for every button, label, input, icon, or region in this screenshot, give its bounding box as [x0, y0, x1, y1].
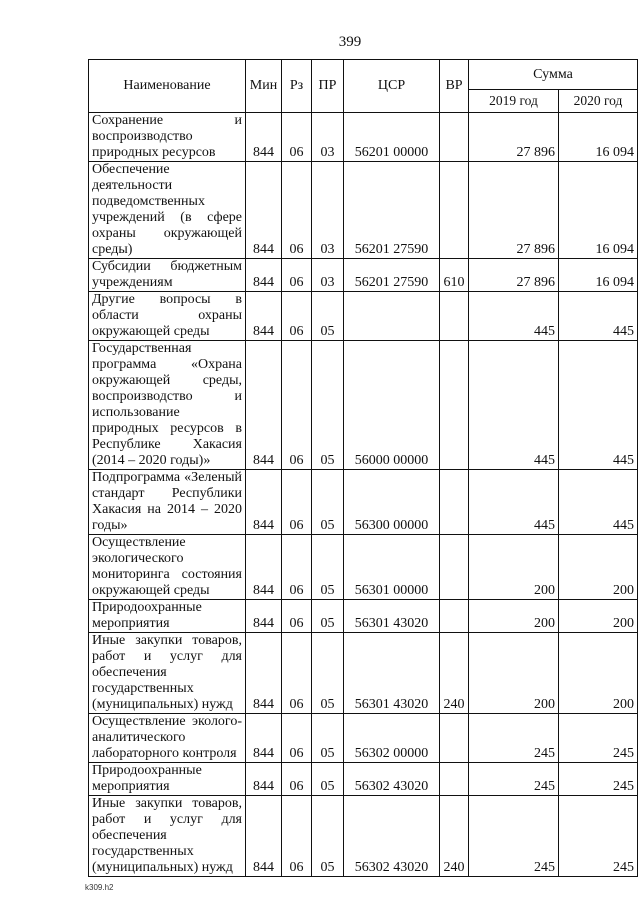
cell-2019: 200 [469, 600, 559, 633]
cell-rz: 06 [282, 796, 312, 877]
header-pr: ПР [312, 60, 344, 113]
table-row [89, 714, 638, 763]
cell-2019: 200 [469, 633, 559, 714]
cell-min: 844 [246, 162, 282, 259]
cell-2019: 27 896 [469, 162, 559, 259]
cell-2019: 27 896 [469, 259, 559, 292]
header-min: Мин [246, 60, 282, 113]
table-row [89, 763, 638, 796]
cell-pr: 03 [312, 259, 344, 292]
budget-table [88, 59, 638, 877]
header-sum: Сумма [469, 60, 638, 90]
cell-name: Подпрограмма «Зеленый стандарт Республики Хакасия на 2014 – 2020 годы» [89, 470, 246, 535]
cell-min: 844 [246, 763, 282, 796]
cell-rz: 06 [282, 470, 312, 535]
cell-pr: 05 [312, 763, 344, 796]
cell-name: Сохранение и воспроизводство природных ресурсов [89, 113, 246, 162]
cell-vr [440, 763, 469, 796]
header-2020: 2020 год [559, 90, 638, 113]
cell-csr: 56301 00000 [344, 535, 440, 600]
header-2019: 2019 год [469, 90, 559, 113]
cell-2020: 200 [559, 600, 638, 633]
cell-csr: 56302 43020 [344, 763, 440, 796]
cell-pr: 05 [312, 470, 344, 535]
cell-pr: 05 [312, 600, 344, 633]
header-vr: ВР [440, 60, 469, 113]
cell-2019: 245 [469, 714, 559, 763]
cell-2020: 16 094 [559, 162, 638, 259]
cell-min: 844 [246, 535, 282, 600]
cell-2019: 445 [469, 341, 559, 470]
cell-2020: 200 [559, 633, 638, 714]
cell-csr: 56201 27590 [344, 162, 440, 259]
cell-csr: 56301 43020 [344, 633, 440, 714]
cell-name: Обеспечение деятельности подведомственных учреждений (в сфере охраны окружающей среды) [89, 162, 246, 259]
cell-2019: 27 896 [469, 113, 559, 162]
cell-rz: 06 [282, 259, 312, 292]
cell-name: Государственная программа «Охрана окружающей среды, воспроизводство и использование природных ресурсов в Республике Хакасия (2014 – 2020 годы)» [89, 341, 246, 470]
cell-vr: 240 [440, 633, 469, 714]
table-row [89, 113, 638, 162]
cell-name: Природоохранные мероприятия [89, 600, 246, 633]
header-rz: Рз [282, 60, 312, 113]
cell-name: Осуществление экологического мониторинга состояния окружающей среды [89, 535, 246, 600]
cell-pr: 05 [312, 714, 344, 763]
cell-rz: 06 [282, 633, 312, 714]
cell-name: Другие вопросы в области охраны окружающей среды [89, 292, 246, 341]
cell-name: Субсидии бюджетным учреждениям [89, 259, 246, 292]
cell-vr [440, 341, 469, 470]
cell-min: 844 [246, 470, 282, 535]
cell-csr [344, 292, 440, 341]
cell-csr: 56000 00000 [344, 341, 440, 470]
table-row [89, 470, 638, 535]
footer-code: k309.h2 [85, 883, 114, 892]
cell-csr: 56302 43020 [344, 796, 440, 877]
cell-2019: 200 [469, 535, 559, 600]
cell-2019: 445 [469, 470, 559, 535]
cell-vr [440, 162, 469, 259]
cell-pr: 05 [312, 341, 344, 470]
cell-csr: 56201 00000 [344, 113, 440, 162]
cell-vr: 240 [440, 796, 469, 877]
cell-vr: 610 [440, 259, 469, 292]
table-row [89, 292, 638, 341]
cell-rz: 06 [282, 292, 312, 341]
cell-vr [440, 714, 469, 763]
cell-2020: 445 [559, 470, 638, 535]
cell-rz: 06 [282, 341, 312, 470]
cell-vr [440, 535, 469, 600]
cell-pr: 03 [312, 162, 344, 259]
cell-pr: 05 [312, 535, 344, 600]
table-row [89, 341, 638, 470]
cell-rz: 06 [282, 763, 312, 796]
cell-2019: 245 [469, 796, 559, 877]
cell-name: Иные закупки товаров, работ и услуг для обеспечения государственных (муниципальных) нужд [89, 796, 246, 877]
table-row [89, 535, 638, 600]
header-csr: ЦСР [344, 60, 440, 113]
cell-2020: 445 [559, 292, 638, 341]
cell-name: Природоохранные мероприятия [89, 763, 246, 796]
cell-2020: 245 [559, 763, 638, 796]
cell-rz: 06 [282, 113, 312, 162]
cell-min: 844 [246, 292, 282, 341]
cell-2020: 445 [559, 341, 638, 470]
cell-2020: 16 094 [559, 259, 638, 292]
cell-pr: 05 [312, 633, 344, 714]
cell-2020: 245 [559, 714, 638, 763]
cell-min: 844 [246, 633, 282, 714]
cell-min: 844 [246, 341, 282, 470]
cell-2020: 200 [559, 535, 638, 600]
cell-min: 844 [246, 714, 282, 763]
table-row [89, 162, 638, 259]
cell-rz: 06 [282, 162, 312, 259]
cell-csr: 56301 43020 [344, 600, 440, 633]
cell-csr: 56201 27590 [344, 259, 440, 292]
cell-rz: 06 [282, 535, 312, 600]
cell-2019: 445 [469, 292, 559, 341]
cell-pr: 05 [312, 292, 344, 341]
cell-rz: 06 [282, 600, 312, 633]
cell-min: 844 [246, 113, 282, 162]
page-number: 399 [338, 34, 362, 50]
cell-vr [440, 470, 469, 535]
table-row [89, 259, 638, 292]
cell-min: 844 [246, 796, 282, 877]
cell-csr: 56300 00000 [344, 470, 440, 535]
cell-min: 844 [246, 259, 282, 292]
cell-pr: 05 [312, 796, 344, 877]
cell-vr [440, 600, 469, 633]
cell-name: Осуществление эколого-аналитического лабораторного контроля [89, 714, 246, 763]
table-row [89, 796, 638, 877]
header-name: Наименование [89, 60, 246, 113]
cell-pr: 03 [312, 113, 344, 162]
table-body [89, 113, 638, 877]
cell-vr [440, 113, 469, 162]
cell-2020: 16 094 [559, 113, 638, 162]
cell-min: 844 [246, 600, 282, 633]
cell-rz: 06 [282, 714, 312, 763]
table-row [89, 600, 638, 633]
table-row [89, 633, 638, 714]
cell-vr [440, 292, 469, 341]
cell-name: Иные закупки товаров, работ и услуг для обеспечения государственных (муниципальных) нужд [89, 633, 246, 714]
cell-2020: 245 [559, 796, 638, 877]
cell-2019: 245 [469, 763, 559, 796]
table-header [89, 60, 638, 113]
cell-csr: 56302 00000 [344, 714, 440, 763]
